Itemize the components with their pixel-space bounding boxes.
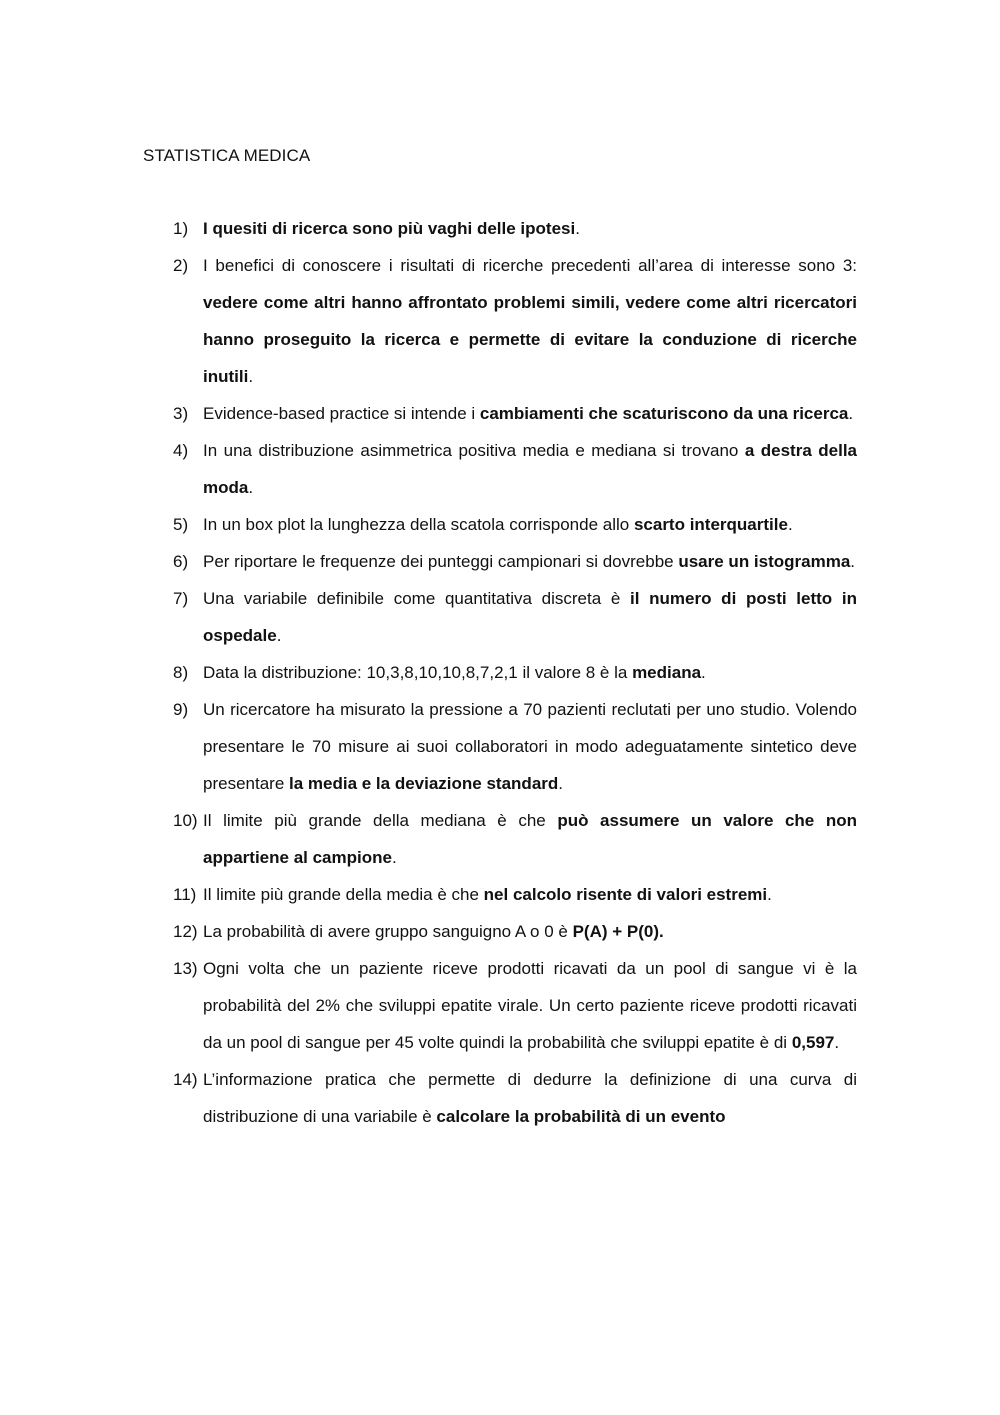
item-number: 8) bbox=[173, 663, 189, 682]
item-number: 13) bbox=[173, 959, 198, 978]
question-text: . bbox=[575, 219, 580, 238]
list-item bbox=[143, 1061, 857, 1135]
item-number: 6) bbox=[173, 552, 189, 571]
question-text: La probabilità di avere gruppo sanguigno A o 0 è bbox=[203, 922, 573, 941]
answer-text: può assumere un valore che non appartiene al campione bbox=[203, 811, 857, 867]
question-text: L’informazione pratica che permette di dedurre la definizione di una curva di distribuzione di una variabile è bbox=[203, 1070, 857, 1126]
answer-text: il numero di posti letto in ospedale bbox=[203, 589, 857, 645]
item-number: 12) bbox=[173, 922, 198, 941]
item-text bbox=[203, 700, 857, 793]
item-number: 4) bbox=[173, 441, 189, 460]
answer-text: cambiamenti che scaturiscono da una ricerca bbox=[479, 404, 849, 423]
question-text: . bbox=[391, 848, 397, 867]
question-text: In un box plot la lunghezza della scatola corrisponde allo bbox=[203, 515, 634, 534]
answer-text: P(A) + P(0). bbox=[572, 922, 664, 941]
question-text: Per riportare le frequenze dei punteggi campionari si dovrebbe bbox=[203, 552, 679, 571]
answer-text: la media e la deviazione standard bbox=[289, 774, 559, 793]
item-text bbox=[203, 441, 857, 497]
question-text: . bbox=[848, 404, 854, 423]
question-text: . bbox=[558, 774, 564, 793]
list-item bbox=[143, 395, 857, 432]
item-number: 2) bbox=[173, 256, 189, 275]
list-item bbox=[143, 580, 857, 654]
question-text: . bbox=[767, 885, 772, 904]
item-text bbox=[203, 959, 857, 1052]
item-text bbox=[203, 811, 857, 867]
list-item bbox=[143, 432, 857, 506]
document-title: STATISTICA MEDICA bbox=[143, 146, 311, 165]
item-number: 1) bbox=[173, 219, 189, 238]
answer-text: vedere come altri hanno affrontato problemi simili, vedere come altri ricercatori hanno proseguito la ricerca e permette di evitare la conduzione di ricerche inutili bbox=[203, 293, 857, 386]
list-item bbox=[143, 876, 857, 913]
list-item bbox=[143, 913, 857, 950]
item-text bbox=[203, 663, 706, 682]
item-text bbox=[203, 515, 793, 534]
answer-text: usare un istogramma bbox=[678, 552, 851, 571]
question-text: . bbox=[701, 663, 706, 682]
item-number: 9) bbox=[173, 700, 189, 719]
question-text: . bbox=[787, 515, 793, 534]
item-number: 11) bbox=[173, 885, 197, 904]
item-text bbox=[203, 404, 853, 423]
list-item bbox=[143, 247, 857, 395]
item-text bbox=[203, 589, 857, 645]
item-text bbox=[203, 256, 857, 386]
answer-text: a destra della moda bbox=[203, 441, 857, 497]
question-text: I benefici di conoscere i risultati di ricerche precedenti all’area di interesse sono 3: bbox=[203, 256, 857, 275]
question-text: . bbox=[248, 478, 254, 497]
answer-text: mediana bbox=[632, 663, 702, 682]
item-text bbox=[203, 1070, 857, 1126]
answer-text: scarto interquartile bbox=[633, 515, 788, 534]
question-text: Un ricercatore ha misurato la pressione a 70 pazienti reclutati per uno studio. Volendo presentare le 70 misure ai suoi collaboratori in modo adeguatamente sintetico deve presentare bbox=[203, 700, 857, 793]
item-number: 10) bbox=[173, 811, 198, 830]
question-text: Il limite più grande della media è che bbox=[203, 885, 484, 904]
item-text bbox=[203, 219, 580, 238]
list-item bbox=[143, 950, 857, 1061]
question-text: . bbox=[850, 552, 856, 571]
question-list bbox=[143, 210, 857, 1135]
question-text: Ogni volta che un paziente riceve prodotti ricavati da un pool di sangue vi è la probabilità del 2% che sviluppi epatite virale. Un certo paziente riceve prodotti ricavati da un pool di sangue per 45 volte quindi la probabilità che sviluppi epatite è di bbox=[203, 959, 857, 1052]
list-item bbox=[143, 543, 857, 580]
item-number: 3) bbox=[173, 404, 189, 423]
question-text: In una distribuzione asimmetrica positiva media e mediana si trovano bbox=[203, 441, 745, 460]
answer-text: nel calcolo risente di valori estremi bbox=[483, 885, 768, 904]
item-number: 14) bbox=[173, 1070, 198, 1089]
item-number: 5) bbox=[173, 515, 189, 534]
answer-text: 0,597 bbox=[791, 1033, 835, 1052]
item-text bbox=[203, 552, 855, 571]
question-text: Una variabile definibile come quantitativa discreta è bbox=[203, 589, 630, 608]
item-text bbox=[203, 922, 664, 941]
question-text: Evidence-based practice si intende i bbox=[203, 404, 480, 423]
question-text: . bbox=[834, 1033, 840, 1052]
list-item bbox=[143, 210, 857, 247]
question-text: Il limite più grande della mediana è che bbox=[203, 811, 558, 830]
list-item bbox=[143, 691, 857, 802]
list-item bbox=[143, 802, 857, 876]
answer-text: I quesiti di ricerca sono più vaghi delle ipotesi bbox=[203, 219, 576, 238]
question-text: . bbox=[248, 367, 254, 386]
item-text bbox=[203, 885, 772, 904]
question-text: Data la distribuzione: 10,3,8,10,10,8,7,2,1 il valore 8 è la bbox=[203, 663, 633, 682]
question-text: . bbox=[276, 626, 282, 645]
list-item bbox=[143, 654, 857, 691]
item-number: 7) bbox=[173, 589, 189, 608]
list-item bbox=[143, 506, 857, 543]
answer-text: calcolare la probabilità di un evento bbox=[436, 1107, 726, 1126]
